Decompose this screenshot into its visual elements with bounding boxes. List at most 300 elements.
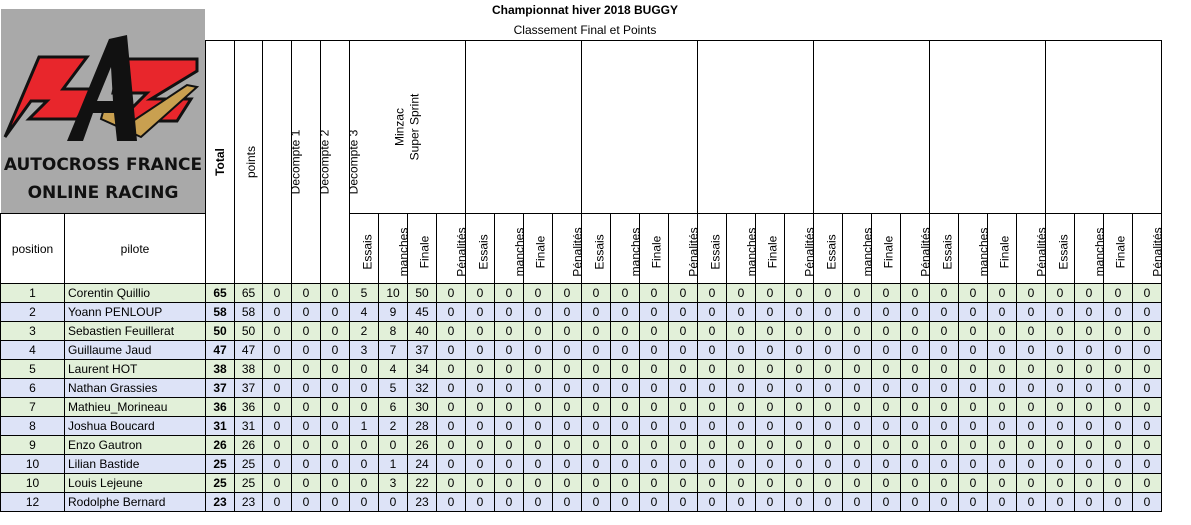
event-7-cell: 0: [1075, 322, 1104, 341]
event-5-cell: 0: [901, 360, 930, 379]
event-6-cell: 0: [959, 379, 988, 398]
event-1-cell: 0: [350, 436, 379, 455]
event-6-cell: 0: [959, 436, 988, 455]
subheader-event7-2: [1104, 214, 1133, 284]
decompte-cell: 0: [321, 303, 350, 322]
event-4-cell: 0: [756, 379, 785, 398]
event-4-cell: 0: [698, 379, 727, 398]
event-2-cell: 0: [466, 474, 495, 493]
event-5-cell: 0: [814, 284, 843, 303]
event-3-cell: 0: [669, 322, 698, 341]
event-2-cell: 0: [466, 303, 495, 322]
event-4-cell: 0: [785, 474, 814, 493]
header-decompte-3-label: Decompte 3: [346, 129, 361, 195]
event-6-cell: 0: [930, 417, 959, 436]
event-2-cell: 0: [524, 284, 553, 303]
total-cell: 58: [206, 303, 235, 322]
event-1-cell: 0: [437, 398, 466, 417]
event-header-5: [814, 41, 930, 214]
event-6-cell: 0: [988, 379, 1017, 398]
event-4-cell: 0: [785, 493, 814, 512]
event-1-cell: 1: [350, 417, 379, 436]
event-5-cell: 0: [814, 360, 843, 379]
event-6-cell: 0: [930, 360, 959, 379]
event-4-cell: 0: [785, 398, 814, 417]
event-4-cell: 0: [785, 360, 814, 379]
event-2-cell: 0: [495, 360, 524, 379]
position-cell: 10: [1, 455, 65, 474]
table-row: [1, 455, 1191, 474]
subheader-label: manches: [512, 227, 527, 277]
event-1-cell: 0: [437, 436, 466, 455]
position-cell: 9: [1, 436, 65, 455]
subheader-event7-1: [1075, 214, 1107, 284]
event-7-cell: 0: [1104, 417, 1133, 436]
total-cell: 47: [206, 341, 235, 360]
pilote-cell: Louis Lejeune: [65, 474, 206, 493]
event-7-cell: 0: [1104, 360, 1133, 379]
event-2-cell: 0: [466, 398, 495, 417]
event-3-cell: 0: [611, 322, 640, 341]
event-6-cell: 0: [930, 284, 959, 303]
decompte-cell: 0: [263, 474, 292, 493]
header-decompte-1: [263, 41, 303, 284]
decompte-cell: 0: [292, 493, 321, 512]
event-6-cell: 0: [930, 322, 959, 341]
table-row: [1, 493, 1191, 512]
event-1-cell: 0: [437, 379, 466, 398]
event-2-cell: 0: [466, 493, 495, 512]
table-row: [1, 322, 1191, 341]
position-cell: 7: [1, 398, 65, 417]
event-5-cell: 0: [872, 436, 901, 455]
event-4-cell: 0: [698, 493, 727, 512]
event-7-cell: 0: [1075, 341, 1104, 360]
event-1-cell: 28: [408, 417, 437, 436]
subheader-label: manches: [1092, 227, 1107, 277]
pilote-cell: Sebastien Feuillerat: [65, 322, 206, 341]
subheader-label: manches: [628, 227, 643, 277]
event-5-cell: 0: [814, 417, 843, 436]
event-3-cell: 0: [611, 303, 640, 322]
points-cell: 25: [235, 455, 263, 474]
event-5-cell: 0: [843, 303, 872, 322]
event-5-cell: 0: [901, 322, 930, 341]
subheader-label: Finale: [997, 235, 1012, 269]
subheader-event2-2: [524, 214, 553, 284]
event-3-cell: 0: [640, 303, 669, 322]
decompte-cell: 0: [321, 398, 350, 417]
subheader-event3-3: [669, 214, 701, 284]
event-7-cell: 0: [1133, 303, 1162, 322]
event-4-cell: 0: [785, 436, 814, 455]
event-6-cell: 0: [1017, 455, 1046, 474]
event-5-cell: 0: [872, 493, 901, 512]
event-2-cell: 0: [466, 341, 495, 360]
event-1-cell: 10: [379, 284, 408, 303]
event-3-cell: 0: [640, 493, 669, 512]
header-pilote: pilote: [65, 214, 206, 284]
event-1-cell: 37: [408, 341, 437, 360]
position-cell: 3: [1, 322, 65, 341]
event-4-cell: 0: [698, 417, 727, 436]
event-1-cell: 23: [408, 493, 437, 512]
event-5-cell: 0: [843, 322, 872, 341]
event-1-cell: 24: [408, 455, 437, 474]
subheader-event1-3: [437, 214, 469, 284]
event-2-cell: 0: [553, 493, 582, 512]
subheader-event3-0: [582, 214, 611, 284]
event-7-cell: 0: [1075, 398, 1104, 417]
event-7-cell: 0: [1104, 322, 1133, 341]
event-4-cell: 0: [727, 360, 756, 379]
event-2-cell: 0: [495, 303, 524, 322]
subheader-event1-2: [408, 214, 437, 284]
event-6-cell: 0: [959, 455, 988, 474]
event-4-cell: 0: [756, 322, 785, 341]
pilote-cell: Guillaume Jaud: [65, 341, 206, 360]
subheader-event4-1: [727, 214, 759, 284]
event-6-cell: 0: [988, 284, 1017, 303]
header-points-label: points: [244, 145, 259, 179]
decompte-cell: 0: [292, 284, 321, 303]
event-5-cell: 0: [872, 284, 901, 303]
event-7-cell: 0: [1104, 379, 1133, 398]
event-4-cell: 0: [727, 398, 756, 417]
decompte-cell: 0: [292, 474, 321, 493]
position-cell: 5: [1, 360, 65, 379]
event-2-cell: 0: [466, 417, 495, 436]
event-2-cell: 0: [495, 417, 524, 436]
event-header-4: [698, 41, 814, 214]
event-5-cell: 0: [901, 284, 930, 303]
event-5-cell: 0: [814, 341, 843, 360]
points-cell: 50: [235, 322, 263, 341]
event-2-cell: 0: [495, 398, 524, 417]
subheader-label: Essais: [940, 234, 955, 270]
header-total: [206, 41, 235, 284]
event-4-cell: 0: [698, 322, 727, 341]
event-2-cell: 0: [495, 379, 524, 398]
event-2-cell: 0: [524, 379, 553, 398]
event-2-cell: 0: [466, 360, 495, 379]
position-cell: 6: [1, 379, 65, 398]
event-4-cell: 0: [756, 341, 785, 360]
event-1-cell: 0: [379, 493, 408, 512]
event-5-cell: 0: [901, 436, 930, 455]
event-3-cell: 0: [582, 398, 611, 417]
event-4-cell: 0: [727, 417, 756, 436]
event-2-cell: 0: [524, 303, 553, 322]
table-row: [1, 303, 1191, 322]
event-7-cell: 0: [1075, 436, 1104, 455]
event-3-cell: 0: [611, 493, 640, 512]
table-row: [1, 417, 1191, 436]
decompte-cell: 0: [263, 398, 292, 417]
event-4-cell: 0: [756, 493, 785, 512]
event-4-cell: 0: [698, 398, 727, 417]
event-1-cell: 0: [350, 474, 379, 493]
event-3-cell: 0: [582, 493, 611, 512]
event-3-cell: 0: [669, 436, 698, 455]
total-cell: 65: [206, 284, 235, 303]
header-decompte-1-label: Decompte 1: [288, 129, 303, 195]
event-3-cell: 0: [669, 493, 698, 512]
event-7-cell: 0: [1046, 341, 1075, 360]
pilote-cell: Rodolphe Bernard: [65, 493, 206, 512]
pilote-cell: Mathieu_Morineau: [65, 398, 206, 417]
event-7-cell: 0: [1075, 455, 1104, 474]
event-1-cell: 4: [350, 303, 379, 322]
subheader-event1-0: [350, 214, 379, 284]
event-1-cell: 8: [379, 322, 408, 341]
event-5-cell: 0: [901, 417, 930, 436]
subheader-label: Pénalités: [1034, 227, 1049, 277]
subheader-label: Finale: [881, 235, 896, 269]
event-7-cell: 0: [1075, 493, 1104, 512]
event-1-cell: 3: [350, 341, 379, 360]
decompte-cell: 0: [292, 398, 321, 417]
event-7-cell: 0: [1075, 284, 1104, 303]
event-3-cell: 0: [582, 417, 611, 436]
event-6-cell: 0: [1017, 417, 1046, 436]
subheader-label: Finale: [417, 235, 432, 269]
event-5-cell: 0: [901, 493, 930, 512]
event-1-cell: 2: [350, 322, 379, 341]
event-5-cell: 0: [901, 379, 930, 398]
subheader-event2-1: [495, 214, 527, 284]
event-2-cell: 0: [553, 322, 582, 341]
event-3-cell: 0: [669, 360, 698, 379]
event-2-cell: 0: [524, 360, 553, 379]
points-cell: 65: [235, 284, 263, 303]
subheader-label: manches: [396, 227, 411, 277]
event-4-cell: 0: [727, 474, 756, 493]
event-5-cell: 0: [814, 455, 843, 474]
event-5-cell: 0: [843, 417, 872, 436]
event-3-cell: 0: [582, 322, 611, 341]
decompte-cell: 0: [292, 417, 321, 436]
event-1-cell: 2: [379, 417, 408, 436]
event-2-cell: 0: [495, 455, 524, 474]
event-2-cell: 0: [495, 284, 524, 303]
event-7-cell: 0: [1075, 417, 1104, 436]
event-6-cell: 0: [988, 322, 1017, 341]
event-3-cell: 0: [582, 341, 611, 360]
event-2-cell: 0: [524, 322, 553, 341]
event-6-cell: 0: [988, 398, 1017, 417]
subheader-label: Essais: [708, 234, 723, 270]
event-1-cell: 0: [350, 455, 379, 474]
event-4-cell: 0: [727, 379, 756, 398]
event-7-cell: 0: [1133, 474, 1162, 493]
total-cell: 36: [206, 398, 235, 417]
event-3-cell: 0: [669, 341, 698, 360]
event-5-cell: 0: [843, 360, 872, 379]
subheader-event3-1: [611, 214, 643, 284]
decompte-cell: 0: [263, 379, 292, 398]
event-7-cell: 0: [1104, 398, 1133, 417]
pilote-cell: Corentin Quillio: [65, 284, 206, 303]
event-5-cell: 0: [901, 303, 930, 322]
subheader-label: Pénalités: [918, 227, 933, 277]
pilote-cell: Yoann PENLOUP: [65, 303, 206, 322]
event-header-3: [582, 41, 698, 214]
event-2-cell: 0: [466, 322, 495, 341]
points-cell: 47: [235, 341, 263, 360]
decompte-cell: 0: [321, 455, 350, 474]
event-7-cell: 0: [1046, 455, 1075, 474]
decompte-cell: 0: [321, 493, 350, 512]
event-5-cell: 0: [843, 493, 872, 512]
event-3-cell: 0: [640, 341, 669, 360]
subheader-event6-3: [1017, 214, 1049, 284]
event-2-cell: 0: [524, 417, 553, 436]
event-5-cell: 0: [872, 474, 901, 493]
position-cell: 1: [1, 284, 65, 303]
event-7-cell: 0: [1133, 284, 1162, 303]
event-7-cell: 0: [1046, 284, 1075, 303]
event-1-cell: 0: [437, 341, 466, 360]
event-1-cell: 1: [379, 455, 408, 474]
subheader-event5-3: [901, 214, 933, 284]
subheader-label: Essais: [360, 234, 375, 270]
event-4-cell: 0: [698, 455, 727, 474]
event-2-cell: 0: [495, 341, 524, 360]
subheader-label: Pénalités: [686, 227, 701, 277]
event-6-cell: 0: [988, 474, 1017, 493]
event-2-cell: 0: [495, 474, 524, 493]
event-2-cell: 0: [553, 360, 582, 379]
event-3-cell: 0: [669, 455, 698, 474]
event-4-cell: 0: [785, 455, 814, 474]
subheader-label: manches: [860, 227, 875, 277]
subheader-event2-0: [466, 214, 495, 284]
event-4-cell: 0: [727, 341, 756, 360]
page-subtitle: Classement Final et Points: [513, 23, 657, 37]
event-7-cell: 0: [1133, 341, 1162, 360]
event-1-cell: 34: [408, 360, 437, 379]
decompte-cell: 0: [263, 341, 292, 360]
event-3-cell: 0: [611, 379, 640, 398]
event-6-cell: 0: [959, 474, 988, 493]
event-2-cell: 0: [524, 493, 553, 512]
event-6-cell: 0: [1017, 360, 1046, 379]
event-2-cell: 0: [524, 474, 553, 493]
event-6-cell: 0: [959, 360, 988, 379]
event-5-cell: 0: [814, 303, 843, 322]
event-1-cell: 0: [350, 360, 379, 379]
event-5-cell: 0: [872, 455, 901, 474]
table-row: [1, 474, 1191, 493]
decompte-cell: 0: [321, 341, 350, 360]
decompte-cell: 0: [292, 360, 321, 379]
event-7-cell: 0: [1133, 322, 1162, 341]
event-4-cell: 0: [756, 398, 785, 417]
decompte-cell: 0: [263, 360, 292, 379]
logo-spacer: [1, 41, 206, 214]
event-3-cell: 0: [611, 284, 640, 303]
points-cell: 58: [235, 303, 263, 322]
total-cell: 25: [206, 474, 235, 493]
subheader-label: Finale: [533, 235, 548, 269]
event-6-cell: 0: [988, 303, 1017, 322]
event-1-cell: 3: [379, 474, 408, 493]
event-1-type: Super Sprint: [407, 93, 422, 161]
event-1-cell: 0: [437, 417, 466, 436]
event-7-cell: 0: [1046, 303, 1075, 322]
event-4-cell: 0: [727, 493, 756, 512]
event-5-cell: 0: [814, 493, 843, 512]
event-6-cell: 0: [1017, 303, 1046, 322]
event-7-cell: 0: [1046, 360, 1075, 379]
event-3-cell: 0: [611, 474, 640, 493]
event-2-cell: 0: [553, 284, 582, 303]
event-3-cell: 0: [669, 379, 698, 398]
event-1-cell: 4: [379, 360, 408, 379]
decompte-cell: 0: [321, 284, 350, 303]
event-4-cell: 0: [698, 436, 727, 455]
event-5-cell: 0: [843, 455, 872, 474]
event-1-cell: 9: [379, 303, 408, 322]
event-5-cell: 0: [843, 341, 872, 360]
header-decompte-2-label: Decompte 2: [317, 129, 332, 195]
event-1-cell: 22: [408, 474, 437, 493]
event-7-cell: 0: [1046, 493, 1075, 512]
decompte-cell: 0: [292, 455, 321, 474]
event-5-cell: 0: [901, 341, 930, 360]
event-1-cell: 45: [408, 303, 437, 322]
subheader-event1-1: [379, 214, 411, 284]
page-title: Championnat hiver 2018 BUGGY: [491, 3, 679, 17]
subheader-label: Pénalités: [1150, 227, 1165, 277]
event-4-cell: 0: [698, 284, 727, 303]
decompte-cell: 0: [263, 284, 292, 303]
event-4-cell: 0: [727, 322, 756, 341]
event-7-cell: 0: [1104, 493, 1133, 512]
table-row: [1, 360, 1191, 379]
event-2-cell: 0: [553, 341, 582, 360]
event-2-cell: 0: [495, 493, 524, 512]
event-6-cell: 0: [930, 398, 959, 417]
event-header-2: [466, 41, 582, 214]
event-7-cell: 0: [1075, 474, 1104, 493]
event-1-cell: 6: [379, 398, 408, 417]
points-cell: 26: [235, 436, 263, 455]
event-3-cell: 0: [582, 436, 611, 455]
event-6-cell: 0: [1017, 379, 1046, 398]
event-7-cell: 0: [1133, 436, 1162, 455]
event-2-cell: 0: [495, 322, 524, 341]
event-1-cell: 7: [379, 341, 408, 360]
position-cell: 4: [1, 341, 65, 360]
event-1-cell: 0: [437, 493, 466, 512]
event-7-cell: 0: [1133, 493, 1162, 512]
event-7-cell: 0: [1046, 474, 1075, 493]
event-4-cell: 0: [756, 360, 785, 379]
event-7-cell: 0: [1075, 379, 1104, 398]
event-7-cell: 0: [1046, 398, 1075, 417]
position-cell: 8: [1, 417, 65, 436]
event-1-cell: 0: [437, 303, 466, 322]
position-cell: 2: [1, 303, 65, 322]
event-7-cell: 0: [1133, 455, 1162, 474]
event-2-cell: 0: [466, 455, 495, 474]
decompte-cell: 0: [321, 360, 350, 379]
event-1-cell: 0: [379, 436, 408, 455]
subheader-event4-2: [756, 214, 785, 284]
decompte-cell: 0: [263, 303, 292, 322]
